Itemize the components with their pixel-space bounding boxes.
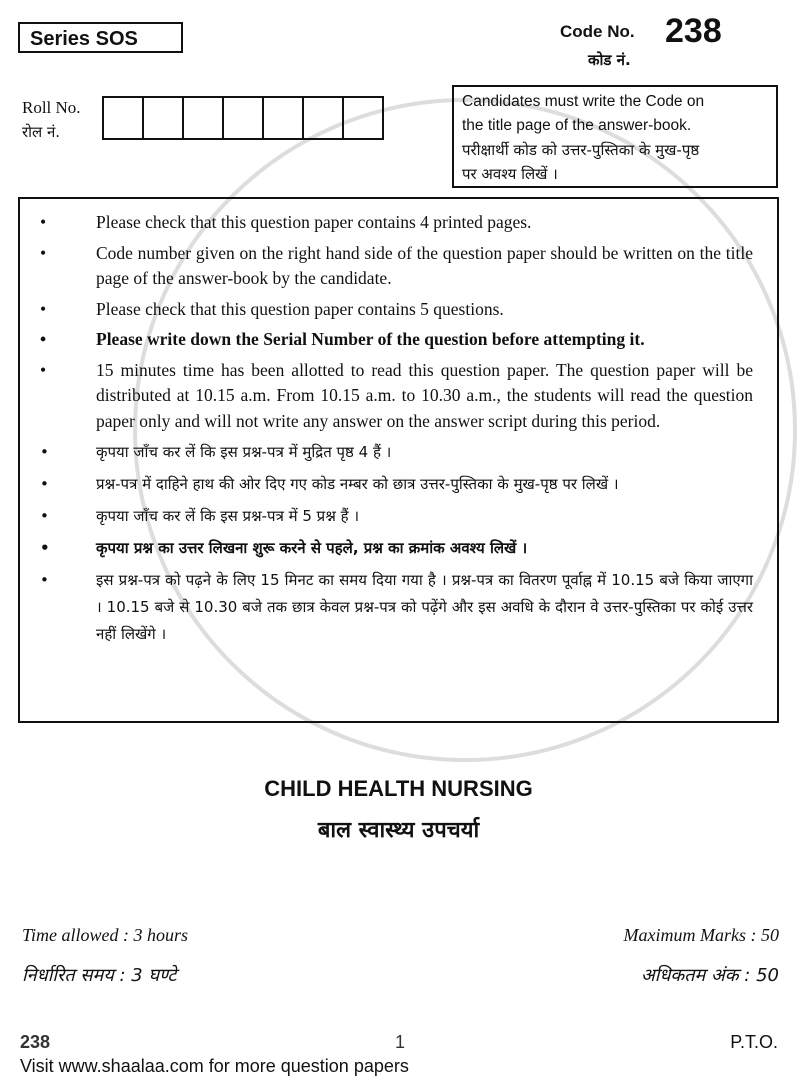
candidate-note-box [452,85,778,188]
instruction-item [38,503,753,530]
note-line: the title page of the answer-book. [462,117,692,134]
code-number: 238 [665,12,722,50]
code-label: Code No. [560,22,635,41]
roll-box[interactable] [304,98,344,138]
instruction-text: Please check that this question paper contains 5 questions. [96,298,504,319]
page-body [18,197,779,995]
instruction-item [38,327,753,353]
footer-code: 238 [20,1032,51,1052]
instruction-item [38,210,753,236]
exam-info [18,915,779,995]
page-number: 1 [395,1032,406,1052]
exam-info-row [22,915,779,955]
instruction-item [38,358,753,435]
instruction-item [38,297,753,323]
bullet: • [40,298,47,319]
roll-label [22,96,81,144]
instruction-item [38,241,753,292]
roll-box[interactable] [224,98,264,138]
subject-title-hindi: बाल स्वास्थ्य उपचर्या [317,818,480,843]
bullet: • [40,242,47,263]
bullet: • [40,507,49,525]
note-line: परीक्षार्थी कोड को उत्तर-पुस्तिका के मुख-पृष्ठ [462,141,700,159]
time-allowed-hindi: निर्धारित समय : 3 घण्टे [22,965,177,986]
bullet: • [40,329,47,349]
note-line: पर अवश्य लिखें । [462,165,558,183]
roll-label-en: Roll No. [22,98,81,117]
roll-box[interactable] [184,98,224,138]
code-label-hindi: कोड नं. [588,51,631,69]
note-line: Candidates must write the Code on [462,93,705,110]
instruction-text: Please check that this question paper contains 4 printed pages. [96,212,532,232]
instructions-box [18,197,779,723]
instruction-item [38,567,753,648]
roll-box[interactable] [104,98,144,138]
roll-label-hi: रोल नं. [22,123,61,141]
roll-box[interactable] [344,98,382,138]
series-label: Series SOS [18,22,183,53]
subject-heading [18,775,779,847]
instruction-text: कृपया जाँच कर लें कि इस प्रश्न-पत्र में 5 प्रश्न हैं । [96,507,360,525]
instruction-text: कृपया जाँच कर लें कि इस प्रश्न-पत्र में मुद्रित पृष्ठ 4 हैं । [96,443,392,461]
instruction-text: कृपया प्रश्न का उत्तर लिखना शुरू करने से पहले, प्रश्न का क्रमांक अवश्य लिखें । [96,539,528,557]
instruction-text: Please write down the Serial Number of the question before attempting it. [96,329,645,349]
time-allowed: Time allowed : 3 hours [22,924,189,945]
bullet: • [40,475,49,493]
instruction-text: Code number given on the right hand side of the question paper should be written on the title page of the answer-book by the candidate. [96,242,753,288]
bullet: • [40,443,49,461]
instruction-text: इस प्रश्न-पत्र को पढ़ने के लिए 15 मिनट का समय दिया गया है । प्रश्न-पत्र का वितरण पूर्वाह्न में 10.15 बजे किया जाएगा । 10.15 बजे से 10.30 बजे तक छात्र केवल प्रश्न-पत्र को पढ़ेंगे और इस अवधि के दौरान वे उत्तर-पुस्तिका पर कोई उत्तर नहीं लिखेंगे । [96,571,753,643]
instruction-item [38,535,753,562]
instruction-item [38,439,753,466]
bullet: • [40,359,47,380]
roll-number-boxes[interactable] [102,96,384,140]
instruction-item [38,471,753,498]
bullet: • [40,571,49,589]
pto-label: P.T.O. [730,1032,778,1052]
visit-link[interactable]: Visit www.shaalaa.com for more question papers [20,1056,409,1076]
maximum-marks: Maximum Marks : 50 [623,924,779,945]
bullet: • [40,212,47,232]
exam-info-row-hindi [22,955,779,995]
instruction-text: 15 minutes time has been allotted to read this question paper. The question paper will be distributed at 10.15 a.m. From 10.15 a.m. to 10.30 a.m., the students will read the question paper only and will not write any answer on the answer script during this period. [96,359,753,431]
bullet: • [40,539,50,557]
instruction-text: प्रश्न-पत्र में दाहिने हाथ की ओर दिए गए कोड नम्बर को छात्र उत्तर-पुस्तिका के मुख-पृष्ठ पर लिखें । [96,475,619,493]
subject-title: CHILD HEALTH NURSING [264,776,533,801]
roll-box[interactable] [264,98,304,138]
roll-box[interactable] [144,98,184,138]
maximum-marks-hindi: अधिकतम अंक : 50 [640,965,779,986]
